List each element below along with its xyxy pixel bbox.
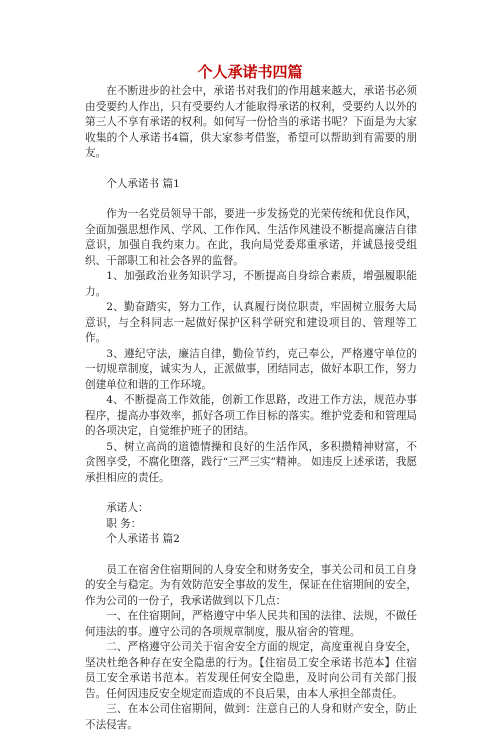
paragraph: 作为一名党员领导干部，要进一步发扬党的光荣传统和优良作风，全面加强思想作风、学风、工作作风、生活作风建设不断提高廉洁自律意识，加强自我约束力。在此，我向局党委郑重承诺，并诚恳接受组织、干部职工和社会各界的监督。 <box>85 208 417 267</box>
list-item: 2、勤奋踏实，努力工作，认真履行岗位职责，牢固树立服务大局意识，与全科同志一起做好保护区科学研究和建设项目的、管理等工作。 <box>85 301 417 344</box>
document-body <box>85 84 417 733</box>
list-item: 一、在住宿期间，严格遵守中华人民共和国的法律、法规，不做任何违法的事。遵守公司的各项规章制度，服从宿舍的管理。 <box>85 610 417 638</box>
signature-label: 承诺人： <box>106 502 149 514</box>
position-label: 职 务： <box>106 517 142 530</box>
intro-paragraph: 在不断进步的社会中，承诺书对我们的作用越来越大，承诺书必须由受要约人作出，只有受要约人才能取得承诺的权利，受要约人以外的第三人不享有承诺的权利。如何写一份恰当的承诺书呢？下面是为大家收集的个人承诺书4篇，供大家参考借鉴，希望可以帮助到有需要的朋友。 <box>85 85 417 159</box>
section-heading-1: 个人承诺书 篇1 <box>106 177 180 190</box>
list-item: 1、加强政治业务知识学习，不断提高自身综合素质，增强履职能力。 <box>85 270 417 298</box>
section-heading-2: 个人承诺书 篇2 <box>106 533 180 545</box>
list-item: 二、严格遵守公司关于宿舍安全方面的规定，高度重视自身安全，坚决杜绝各种存在安全隐患的行为。【住宿员工安全承诺书范本】住宿员工安全承诺书范本。若发现任何安全隐患，及时向公司有关部门报告。任何因违反安全规定而造成的不良后果，由本人承担全部责任。 <box>85 641 417 700</box>
list-item: 5、树立高尚的道德情操和良好的生活作风，多积攒精神财富，不贪图享受，不腐化堕落，践行“三严三实”精神。 如违反上述承诺，我愿承担相应的责任。 <box>85 440 418 484</box>
document-title: 个人承诺书四篇 <box>197 63 303 81</box>
list-item: 3、遵纪守法，廉洁自律，勤俭节约，克己奉公，严格遵守单位的一切规章制度，诚实为人，正派做事，团结同志，做好本职工作，努力创建单位和谐的工作环境。 <box>85 347 417 391</box>
list-item: 三、在本公司住宿期间，做到：注意自己的人身和财产安全，防止不法侵害。 <box>85 703 417 731</box>
list-item: 4、不断提高工作效能，创新工作思路，改进工作方法，规范办事程序，提高办事效率，抓好各项工作目标的落实。维护党委和和管理局的各项决定，自觉维护班子的团结。 <box>85 394 417 437</box>
paragraph: 员工在宿舍住宿期间的人身安全和财务安全，事关公司和员工自身的安全与稳定。为有效防范安全事故的发生，保证在住宿期间的安全，作为公司的一份子，我承诺做到以下几点： <box>85 563 417 607</box>
